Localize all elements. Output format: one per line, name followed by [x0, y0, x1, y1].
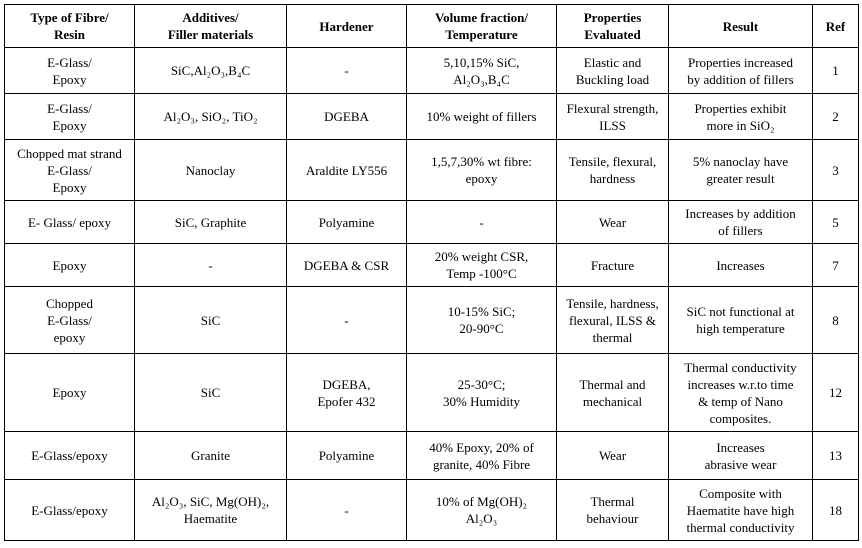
cell-result: SiC not functional at high temperature: [669, 287, 813, 354]
cell-result: Increases by addition of fillers: [669, 201, 813, 244]
cell-volume-fraction: 20% weight CSR, Temp -100°C: [407, 244, 557, 287]
cell-result: Composite with Haematite have high thermal conductivity: [669, 480, 813, 541]
cell-additives: -: [135, 244, 287, 287]
header-additives: Additives/ Filler materials: [135, 5, 287, 48]
cell-properties: Thermal and mechanical: [557, 354, 669, 432]
cell-result: Thermal conductivity increases w.r.to time & temp of Nano composites.: [669, 354, 813, 432]
cell-ref: 13: [813, 432, 859, 480]
cell-hardener: Araldite LY556: [287, 140, 407, 201]
cell-additives: SiC: [135, 287, 287, 354]
cell-result: Properties increased by addition of fillers: [669, 48, 813, 94]
cell-fibre-resin: E-Glass/ Epoxy: [5, 48, 135, 94]
cell-hardener: -: [287, 480, 407, 541]
cell-additives: Al₂O₃, SiC, Mg(OH)₂, Haematite: [135, 480, 287, 541]
cell-fibre-resin: Chopped E-Glass/ epoxy: [5, 287, 135, 354]
literature-table: [4, 4, 859, 541]
cell-volume-fraction: 25-30°C; 30% Humidity: [407, 354, 557, 432]
header-properties: Properties Evaluated: [557, 5, 669, 48]
header-fibre-resin: Type of Fibre/ Resin: [5, 5, 135, 48]
cell-properties: Wear: [557, 432, 669, 480]
table-row: [5, 287, 859, 354]
cell-ref: 2: [813, 94, 859, 140]
cell-result: 5% nanoclay have greater result: [669, 140, 813, 201]
cell-additives: SiC, Graphite: [135, 201, 287, 244]
cell-fibre-resin: Epoxy: [5, 244, 135, 287]
table-row: [5, 480, 859, 541]
cell-volume-fraction: 10% of Mg(OH)₂ Al₂O₃: [407, 480, 557, 541]
header-hardener: Hardener: [287, 5, 407, 48]
header-ref: Ref: [813, 5, 859, 48]
table-row: [5, 48, 859, 94]
table-row: [5, 201, 859, 244]
cell-ref: 18: [813, 480, 859, 541]
cell-properties: Fracture: [557, 244, 669, 287]
cell-volume-fraction: 5,10,15% SiC, Al₂O₃,B₄C: [407, 48, 557, 94]
cell-hardener: DGEBA & CSR: [287, 244, 407, 287]
header-volume-fraction: Volume fraction/ Temperature: [407, 5, 557, 48]
cell-additives: SiC,Al₂O₃,B₄C: [135, 48, 287, 94]
table-row: [5, 94, 859, 140]
cell-hardener: DGEBA: [287, 94, 407, 140]
cell-properties: Tensile, hardness, flexural, ILSS & thermal: [557, 287, 669, 354]
cell-hardener: DGEBA, Epofer 432: [287, 354, 407, 432]
cell-properties: Elastic and Buckling load: [557, 48, 669, 94]
cell-fibre-resin: E-Glass/epoxy: [5, 432, 135, 480]
table-row: [5, 432, 859, 480]
cell-fibre-resin: E-Glass/ Epoxy: [5, 94, 135, 140]
cell-volume-fraction: 40% Epoxy, 20% of granite, 40% Fibre: [407, 432, 557, 480]
cell-ref: 12: [813, 354, 859, 432]
cell-fibre-resin: Chopped mat strand E-Glass/ Epoxy: [5, 140, 135, 201]
cell-fibre-resin: E-Glass/epoxy: [5, 480, 135, 541]
header-row: [5, 5, 859, 48]
cell-additives: Nanoclay: [135, 140, 287, 201]
cell-volume-fraction: 10% weight of fillers: [407, 94, 557, 140]
cell-properties: Wear: [557, 201, 669, 244]
table-row: [5, 354, 859, 432]
cell-ref: 7: [813, 244, 859, 287]
cell-properties: Tensile, flexural, hardness: [557, 140, 669, 201]
cell-properties: Flexural strength, ILSS: [557, 94, 669, 140]
table-row: [5, 244, 859, 287]
cell-volume-fraction: -: [407, 201, 557, 244]
cell-ref: 8: [813, 287, 859, 354]
cell-fibre-resin: Epoxy: [5, 354, 135, 432]
cell-ref: 1: [813, 48, 859, 94]
cell-result: Increases: [669, 244, 813, 287]
table-row: [5, 140, 859, 201]
cell-volume-fraction: 10-15% SiC; 20-90°C: [407, 287, 557, 354]
cell-result: Properties exhibit more in SiO₂: [669, 94, 813, 140]
cell-additives: Al₂O₃, SiO₂, TiO₂: [135, 94, 287, 140]
cell-hardener: Polyamine: [287, 201, 407, 244]
cell-hardener: Polyamine: [287, 432, 407, 480]
cell-hardener: -: [287, 287, 407, 354]
cell-result: Increases abrasive wear: [669, 432, 813, 480]
cell-additives: SiC: [135, 354, 287, 432]
cell-properties: Thermal behaviour: [557, 480, 669, 541]
cell-ref: 3: [813, 140, 859, 201]
cell-additives: Granite: [135, 432, 287, 480]
cell-fibre-resin: E- Glass/ epoxy: [5, 201, 135, 244]
cell-hardener: -: [287, 48, 407, 94]
cell-ref: 5: [813, 201, 859, 244]
header-result: Result: [669, 5, 813, 48]
cell-volume-fraction: 1,5,7,30% wt fibre: epoxy: [407, 140, 557, 201]
